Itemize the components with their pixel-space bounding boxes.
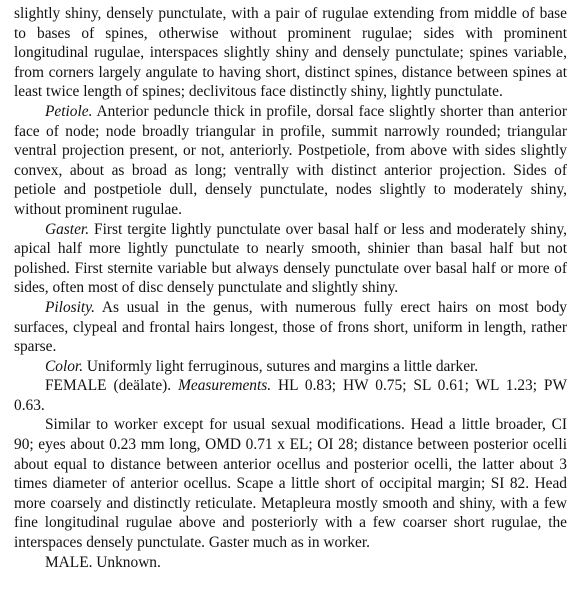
paragraph-gaster: [14, 220, 567, 298]
petiole-text: Anterior peduncle thick in profile, dorsal face slightly shorter than anterior face of node; node broadly triangular in profile, summit narrowly rounded; triangular ventral projection present, or not, anteriorly. Postpetiole, from above with sides slightly convex, about as broad as long; ventrally with distinct anterior projection. Sides of petiole and postpetiole dull, densely punctulate, nodes slightly to moderately shiny, without prominent rugulae.: [14, 102, 567, 218]
pilosity-text: As usual in the genus, with numerous fully erect hairs on most body surfaces, clypeal and frontal hairs longest, those of frons short, uniform in length, rather sparse.: [14, 298, 567, 356]
paragraph-female: [14, 376, 567, 415]
paragraph-petiole: [14, 102, 567, 220]
paragraph-pilosity: [14, 298, 567, 357]
gaster-heading: Gaster.: [45, 220, 90, 238]
color-text: Uniformly light ferruginous, sutures and margins a little darker.: [83, 357, 479, 375]
female-measurements-text: HL 0.83; HW 0.75; SL 0.61; WL 1.23; PW 0.63.: [14, 377, 567, 414]
paragraph-propodeum-continued: slightly shiny, densely punctulate, with a pair of rugulae extending from middle of base to bases of spines, otherwise without prominent rugulae; sides with prominent longitudinal rugulae, interspaces slightly shiny and densely punctulate; spines variable, from corners largely angulate to having short, distinct spines, distance between spines at least twice length of spines; declivitous face distinctly shiny, lightly punctulate.: [14, 5, 567, 101]
paragraph-male: MALE. Unknown.: [45, 553, 161, 571]
document-page: [14, 4, 567, 572]
gaster-text: First tergite lightly punctulate over basal half or less and moderately shiny, apical half more lightly punctulate to nearly smooth, shinier than basal half but not polished. First sternite variable but always densely punctulate over basal half or more of sides, often most of disc densely punctulate and slightly shiny.: [14, 220, 567, 297]
pilosity-heading: Pilosity.: [45, 298, 96, 316]
paragraph-female-description: Similar to worker except for usual sexual modifications. Head a little broader, CI 90; eyes about 0.23 mm long, OMD 0.71 x EL; OI 28; distance between posterior ocelli about equal to distance between anterior ocellus and posterior ocelli, the latter about 3 times diameter of anterior ocellus. Scape a little short of occipital margin; SI 82. Head more coarsely and distinctly reticulate. Metapleura mostly smooth and shiny, with a few fine longitudinal rugulae above and posteriorly with a few coarser short rugulae, the interspaces densely punctulate. Gaster much as in worker.: [14, 416, 567, 552]
petiole-heading: Petiole.: [45, 102, 93, 120]
female-measurements-heading: Measurements.: [178, 377, 272, 395]
female-lead: FEMALE (deälate).: [45, 377, 179, 395]
color-heading: Color.: [45, 357, 84, 375]
paragraph-color: [14, 357, 567, 377]
